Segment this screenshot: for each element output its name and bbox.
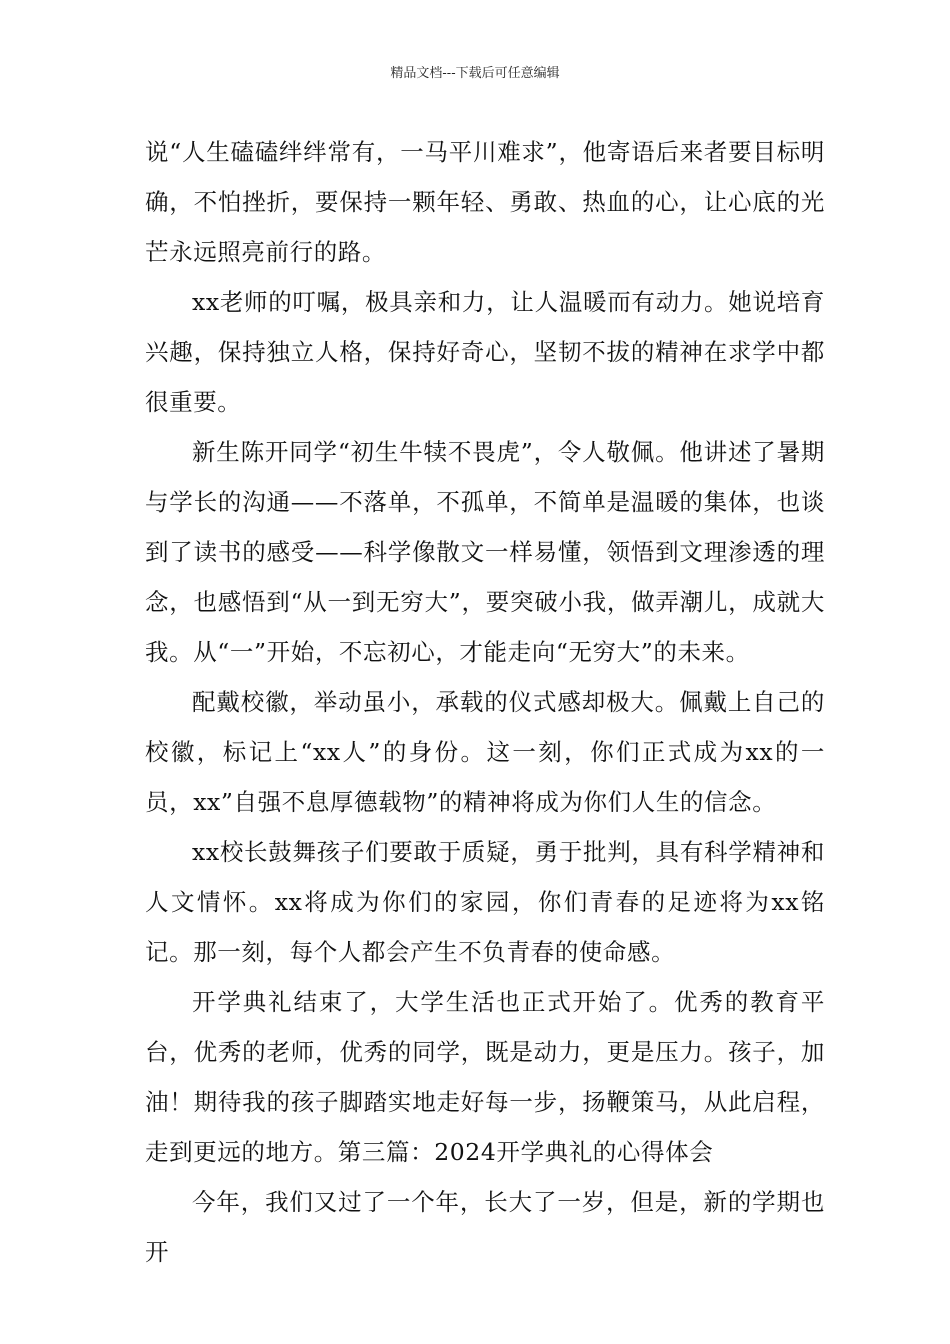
paragraph-6: 开学典礼结束了，大学生活也正式开始了。优秀的教育平台，优秀的老师，优秀的同学，既是动力，更是压力。孩子，加油！期待我的孩子脚踏实地走好每一步，扬鞭策马，从此启程，走到更远的地方。第三篇：2024开学典礼的心得体会 (145, 988, 825, 1166)
page-header: 精品文档---下载后可任意编辑 (390, 66, 560, 81)
paragraph-5: xx校长鼓舞孩子们要敢于质疑，勇于批判，具有科学精神和人文情怀。xx将成为你们的家园，你们青春的足迹将为xx铭记。那一刻，每个人都会产生不负青春的使命感。 (145, 838, 825, 966)
paragraph-7: 今年，我们又过了一个年，长大了一岁，但是，新的学期也开 (145, 1188, 825, 1266)
paragraph-3: 新生陈开同学“初生牛犊不畏虎”，令人敬佩。他讲述了暑期与学长的沟通——不落单，不孤单，不简单是温暖的集体，也谈到了读书的感受——科学像散文一样易懂，领悟到文理渗透的理念，也感悟到“从一到无穷大”，要突破小我，做弄潮儿，成就大我。从“一”开始，不忘初心，才能走向“无穷大”的未来。 (145, 438, 825, 666)
paragraph-2: xx老师的叮嘱，极具亲和力，让人温暖而有动力。她说培育兴趣，保持独立人格，保持好奇心，坚韧不拔的精神在求学中都很重要。 (145, 288, 825, 416)
paragraph-4: 配戴校徽，举动虽小，承载的仪式感却极大。佩戴上自己的校徽，标记上“xx人”的身份。这一刻，你们正式成为xx的一员，xx”自强不息厚德载物”的精神将成为你们人生的信念。 (145, 688, 825, 816)
paragraph-1: 说“人生磕磕绊绊常有，一马平川难求”，他寄语后来者要目标明确，不怕挫折，要保持一颗年轻、勇敢、热血的心，让心底的光芒永远照亮前行的路。 (145, 138, 825, 266)
document-body (145, 127, 825, 1277)
